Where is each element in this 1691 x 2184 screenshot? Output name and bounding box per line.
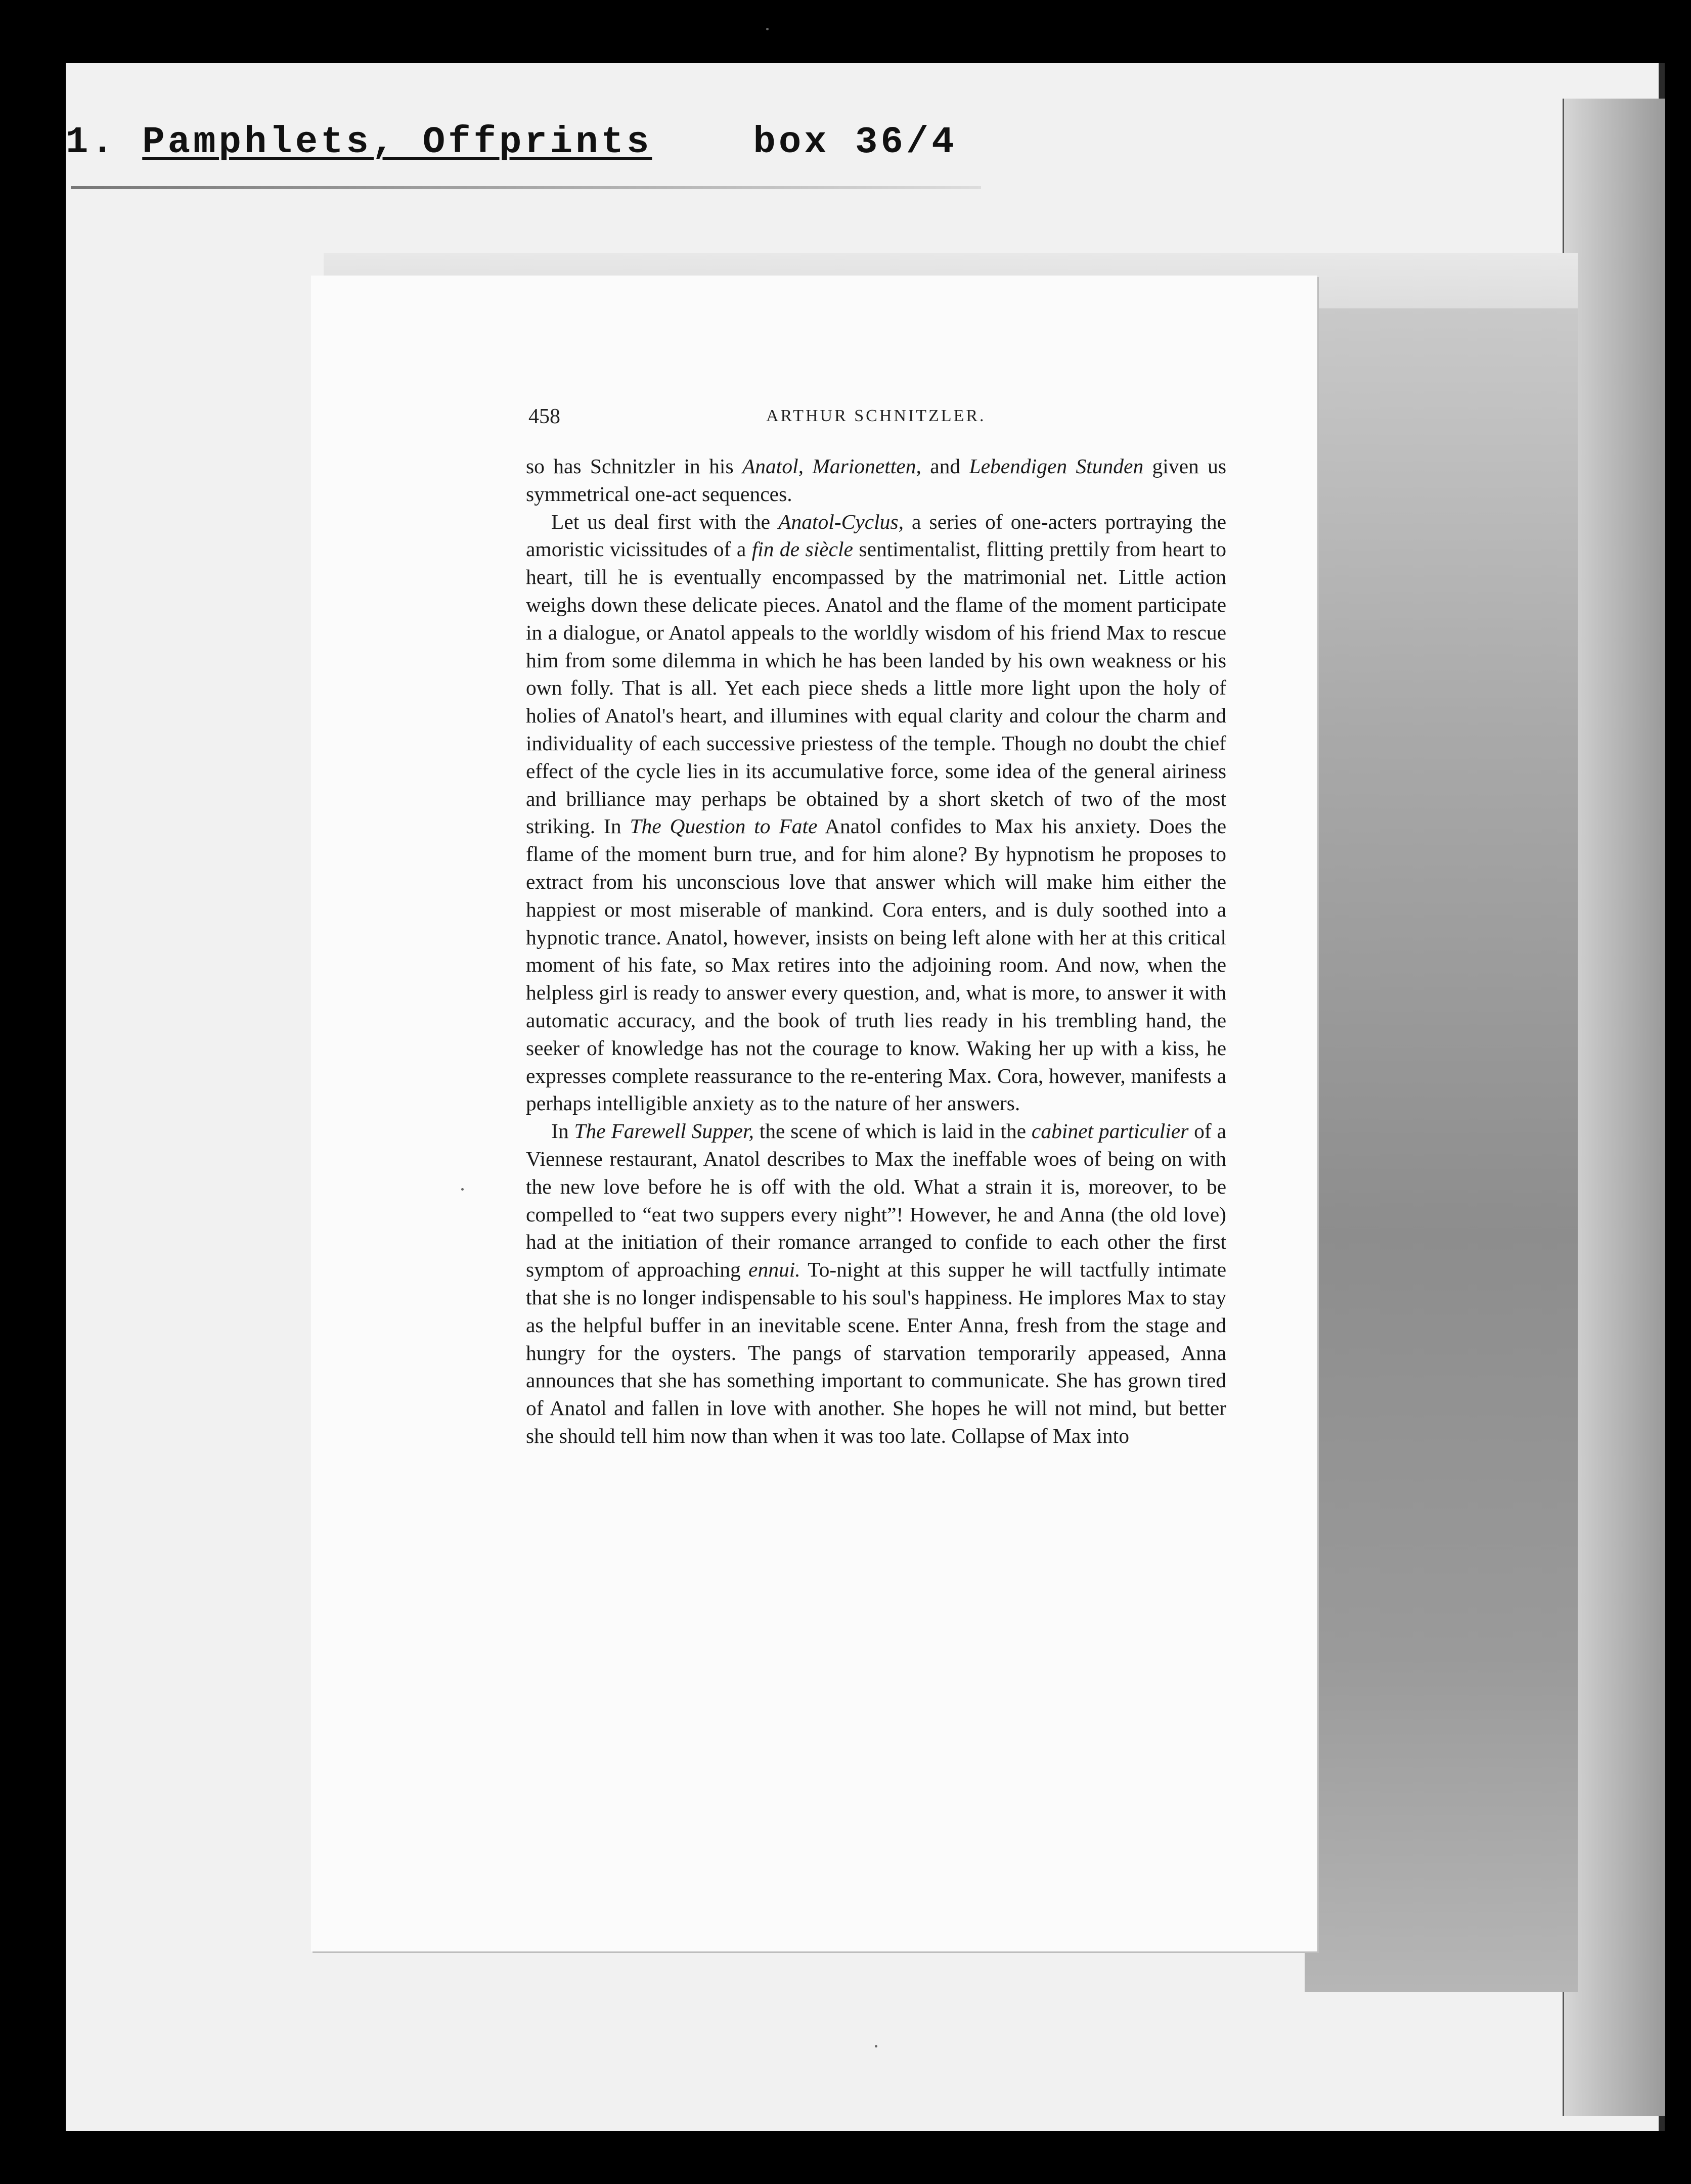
- speck: [875, 2045, 877, 2048]
- italic-text: Anatol-Cyclus,: [778, 510, 904, 533]
- text-run: so has Schnitzler in his: [526, 454, 742, 478]
- page-header: ARTHUR SCHNITZLER.: [766, 406, 986, 425]
- page-number: 458: [528, 405, 560, 428]
- label-number: 1.: [66, 121, 117, 164]
- paragraph: [526, 452, 1226, 508]
- text-run: sentimentalist, flitting prettily from heart to heart, till he is eventually encompassed by the matrimonial net. Little action weighs down these delicate pieces. Anatol and the flame of the moment participate in a dialogue, or Anatol appeals to the worldly wisdom of his friend Max to rescue him from some dilemma in which he has been landed by his own weakness or his own folly. That is all. Yet each piece sheds a little more light upon the holy of holies of Anatol's heart, and illumines with equal clarity and colour the charm and individuality of each successive priestess of the temple. Though no doubt the chief effect of the cycle lies in its accumulative force, some idea of the general airiness and brilliance may perhaps be obtained by a short sketch of two of the most striking. In: [526, 537, 1226, 838]
- text-run: a series of one-acters portraying the amoristic vicissitudes of a: [526, 510, 1227, 561]
- text-run: given us symmetrical one-act sequences.: [526, 454, 1227, 506]
- label-rule: [71, 186, 981, 189]
- italic-text: ennui.: [748, 1258, 800, 1282]
- italic-text: Anatol, Marionetten,: [742, 454, 921, 478]
- paragraph: [526, 1117, 1226, 1450]
- label-box: box 36/4: [753, 121, 957, 164]
- page-shadow: [1305, 308, 1578, 1992]
- label-title: Pamphlets, Offprints: [142, 121, 652, 164]
- text-run: and: [921, 454, 969, 478]
- paragraph: [526, 508, 1226, 1118]
- text-run: Anatol confides to Max his anxiety. Does the flame of the moment burn true, and for him alone? By hypnotism he proposes to extract from his unconscious love that answer which will make him either the happiest or most miserable of mankind. Cora enters, and is duly soothed into a hypnotic trance. Anatol, however, insists on being left alone with her at this critical moment of his fate, so Max retires into the adjoining room. And now, when the helpless girl is ready to answer every question, and, what is more, to answer it with automatic accuracy, and the book of truth lies ready in his trembling hand, the seeker of knowledge has not the courage to know. Waking her up with a kiss, he expresses complete reassurance to the re-entering Max. Cora, however, manifests a perhaps intelligible anxiety as to the nature of her answers.: [526, 814, 1227, 1115]
- speck: [461, 1188, 464, 1191]
- text-run: of a Viennese restaurant, Anatol describes to Max the ineffable woes of being on with the new love before he is off with the old. What a strain it is, moreover, to be compelled to “eat two suppers every night”! However, he and Anna (the old love) had at the initiation of their romance arranged to confide to each other the first symptom of approaching: [526, 1119, 1226, 1282]
- offprint-page: [311, 276, 1317, 1951]
- italic-text: The Farewell Supper,: [574, 1119, 754, 1143]
- text-run: To-night at this supper he will tactfully intimate that she is no longer indispensable to his soul's happiness. He implores Max to stay as the helpful buffer in an inevitable scene. Enter Anna, fresh from the stage and hungry for the oysters. The pangs of starvation temporarily appeased, Anna announces that she has something important to communicate. She has grown tired of Anatol and fallen in love with another. She hopes he will not mind, but better she should tell him now than when it was too late. Collapse of Max into: [526, 1258, 1227, 1447]
- italic-text: The Question to Fate: [630, 814, 818, 838]
- card-edge: [1563, 99, 1665, 2116]
- running-head: [528, 404, 1287, 435]
- text-run: Let us deal first with the: [551, 510, 779, 533]
- body-text: [526, 452, 1226, 1450]
- speck: [766, 28, 769, 30]
- archive-label: [66, 121, 957, 164]
- text-run: In: [551, 1119, 574, 1143]
- italic-text: fin de siècle: [751, 537, 853, 561]
- italic-text: cabinet particulier: [1031, 1119, 1189, 1143]
- text-run: the scene of which is laid in the: [753, 1119, 1032, 1143]
- italic-text: Lebendigen Stunden: [969, 454, 1144, 478]
